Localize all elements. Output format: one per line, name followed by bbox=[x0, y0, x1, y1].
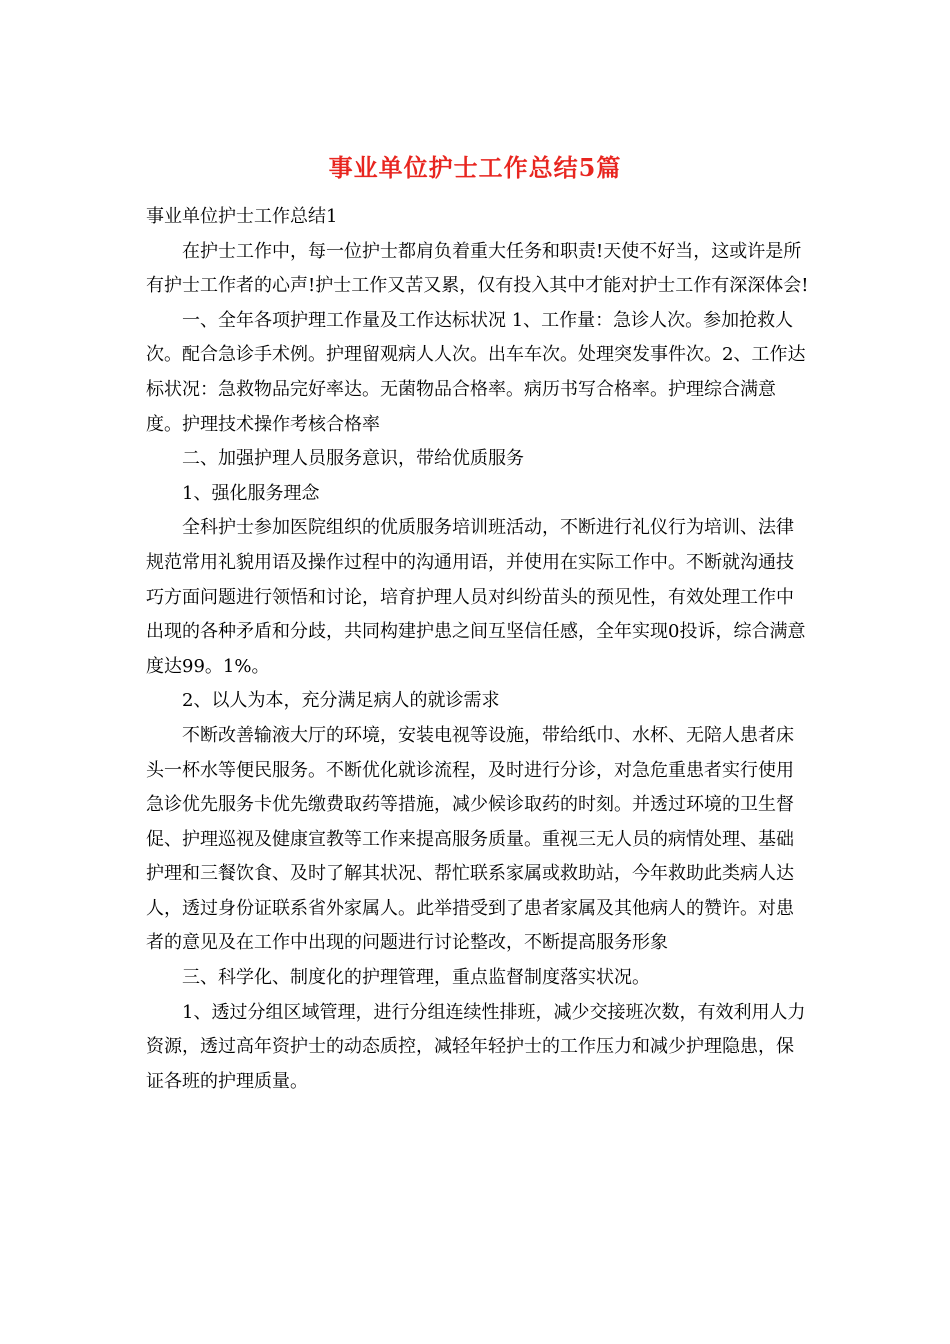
paragraph-group-management: 1、透过分组区域管理，进行分组连续性排班，减少交接班次数，有效利用人力资源，透过高年资护士的动态质控，减轻年轻护士的工作压力和减少护理隐患，保证各班的护理质量。 bbox=[146, 1001, 806, 1092]
paragraph-workload: 一、全年各项护理工作量及工作达标状况 1、工作量：急诊人次。参加抢救人次。配合急诊手术例。护理留观病人人次。出车车次。处理突发事件次。2、工作达标状况：急救物品完好率达。无菌物品合格率。病历书写合格率。护理综合满意度。护理技术操作考核合格率 bbox=[146, 309, 806, 435]
heading-patient-centered: 2、以人为本，充分满足病人的就诊需求 bbox=[182, 690, 500, 712]
heading-service-awareness: 二、加强护理人员服务意识，带给优质服务 bbox=[182, 448, 524, 470]
document-title: 事业单位护士工作总结5篇 bbox=[328, 153, 622, 182]
paragraph-environment-improvement: 不断改善输液大厅的环境，安装电视等设施，带给纸巾、水杯、无陪人患者床头一杯水等便民服务。不断优化就诊流程，及时进行分诊，对急危重患者实行使用急诊优先服务卡优先缴费取药等措施，减少候诊取药的时刻。并透过环境的卫生督促、护理巡视及健康宣教等工作来提高服务质量。重视三无人员的病情处理、基础护理和三餐饮食、及时了解其状况、帮忙联系家属或救助站，今年救助此类病人达人，透过身份证联系省外家属人。此举措受到了患者家属及其他病人的赞许。对患者的意见及在工作中出现的问题进行讨论整改，不断提高服务形象 bbox=[146, 724, 794, 954]
heading-service-concept: 1、强化服务理念 bbox=[182, 482, 320, 504]
paragraph-service-training: 全科护士参加医院组织的优质服务培训班活动，不断进行礼仪行为培训、法律规范常用礼貌用语及操作过程中的沟通用语，并使用在实际工作中。不断就沟通技巧方面问题进行领悟和讨论，培育护理人员对纠纷苗头的预见性，有效处理工作中出现的各种矛盾和分歧，共同构建护患之间互坚信任感，全年实现0投诉，综合满意度达99。1%。 bbox=[146, 517, 806, 677]
heading-scientific-management: 三、科学化、制度化的护理管理，重点监督制度落实状况。 bbox=[182, 967, 650, 989]
paragraph-intro: 在护士工作中，每一位护士都肩负着重大任务和职责!天使不好当，这或许是所有护士工作者的心声!护士工作又苦又累，仅有投入其中才能对护士工作有深深体会! bbox=[146, 240, 809, 297]
section-subtitle: 事业单位护士工作总结1 bbox=[146, 206, 338, 227]
document-body bbox=[146, 200, 810, 1099]
